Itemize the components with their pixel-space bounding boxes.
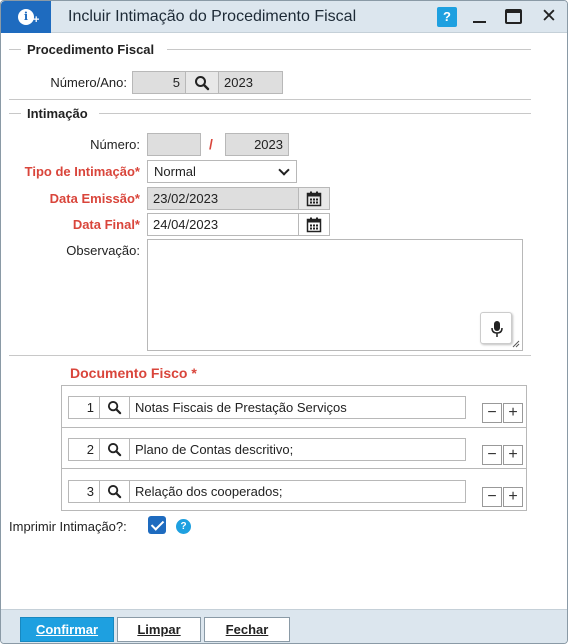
- add-row-button[interactable]: +: [503, 487, 523, 507]
- data-final-calendar-button[interactable]: [298, 213, 330, 236]
- title-bar: [1, 1, 568, 33]
- app-info-icon: i +: [1, 1, 51, 33]
- section-rule: [167, 49, 531, 50]
- imprimir-intimacao-label: Imprimir Intimação?:: [9, 519, 127, 534]
- row-separator: [61, 427, 527, 428]
- row-separator: [61, 468, 527, 469]
- section-rule: [9, 49, 21, 50]
- window-title: Incluir Intimação do Procedimento Fiscal: [68, 8, 357, 25]
- voice-input-button[interactable]: [480, 312, 512, 344]
- calendar-icon: [306, 191, 322, 207]
- imprimir-intimacao-checkbox[interactable]: [148, 516, 166, 534]
- observacao-textarea[interactable]: [147, 239, 523, 351]
- observacao-label: Observação:: [66, 243, 140, 258]
- documento-text-field[interactable]: Notas Fiscais de Prestação Serviços: [130, 396, 466, 419]
- footer-bar: [1, 609, 568, 644]
- tipo-intimacao-value: Normal: [154, 164, 196, 179]
- close-button[interactable]: ✕: [541, 6, 557, 27]
- section-procedimento-title: Procedimento Fiscal: [23, 42, 158, 57]
- procedimento-numero-field: 5: [132, 71, 186, 94]
- numero-label: Número:: [90, 137, 140, 152]
- search-icon: [107, 442, 122, 457]
- documento-fisco-title: Documento Fisco *: [70, 365, 197, 381]
- documento-search-button[interactable]: [100, 438, 130, 461]
- tipo-intimacao-select[interactable]: [147, 160, 297, 183]
- documento-number: 1: [68, 396, 100, 419]
- data-emissao-calendar-button[interactable]: [298, 187, 330, 210]
- remove-row-button[interactable]: −: [482, 445, 502, 465]
- documento-number: 3: [68, 480, 100, 503]
- minimize-button[interactable]: [471, 9, 489, 25]
- microphone-icon: [490, 320, 504, 338]
- documento-text-field[interactable]: Relação dos cooperados;: [130, 480, 466, 503]
- procedimento-ano-field: 2023: [218, 71, 283, 94]
- remove-row-button[interactable]: −: [482, 403, 502, 423]
- confirmar-button[interactable]: Confirmar: [20, 617, 114, 642]
- limpar-button[interactable]: Limpar: [117, 617, 201, 642]
- add-row-button[interactable]: +: [503, 445, 523, 465]
- help-icon[interactable]: ?: [176, 519, 191, 534]
- tipo-intimacao-label: Tipo de Intimação*: [24, 164, 140, 179]
- calendar-icon: [306, 217, 322, 233]
- data-emissao-label: Data Emissão*: [49, 191, 140, 206]
- documento-search-button[interactable]: [100, 396, 130, 419]
- remove-row-button[interactable]: −: [482, 487, 502, 507]
- search-icon: [107, 400, 122, 415]
- data-final-label: Data Final*: [72, 217, 140, 232]
- section-divider: [9, 355, 531, 356]
- section-divider: [9, 99, 531, 100]
- data-final-field[interactable]: 24/04/2023: [147, 213, 299, 236]
- documento-number: 2: [68, 438, 100, 461]
- section-intimacao-title: Intimação: [23, 106, 92, 121]
- help-button[interactable]: ?: [437, 7, 457, 27]
- numero-separator: /: [209, 136, 213, 152]
- chevron-down-icon: [278, 164, 289, 175]
- documento-text-field[interactable]: Plano de Contas descritivo;: [130, 438, 466, 461]
- maximize-button[interactable]: [505, 9, 522, 24]
- intimacao-numero-field: [147, 133, 201, 156]
- numero-ano-label: Número/Ano:: [50, 75, 127, 90]
- section-rule: [9, 113, 21, 114]
- fechar-button[interactable]: Fechar: [204, 617, 290, 642]
- add-row-button[interactable]: +: [503, 403, 523, 423]
- resize-handle-icon[interactable]: [512, 340, 520, 348]
- documento-search-button[interactable]: [100, 480, 130, 503]
- procedimento-search-button[interactable]: [185, 71, 219, 94]
- section-rule: [99, 113, 531, 114]
- search-icon: [194, 75, 210, 91]
- intimacao-ano-field: 2023: [225, 133, 289, 156]
- data-emissao-field: 23/02/2023: [147, 187, 299, 210]
- search-icon: [107, 484, 122, 499]
